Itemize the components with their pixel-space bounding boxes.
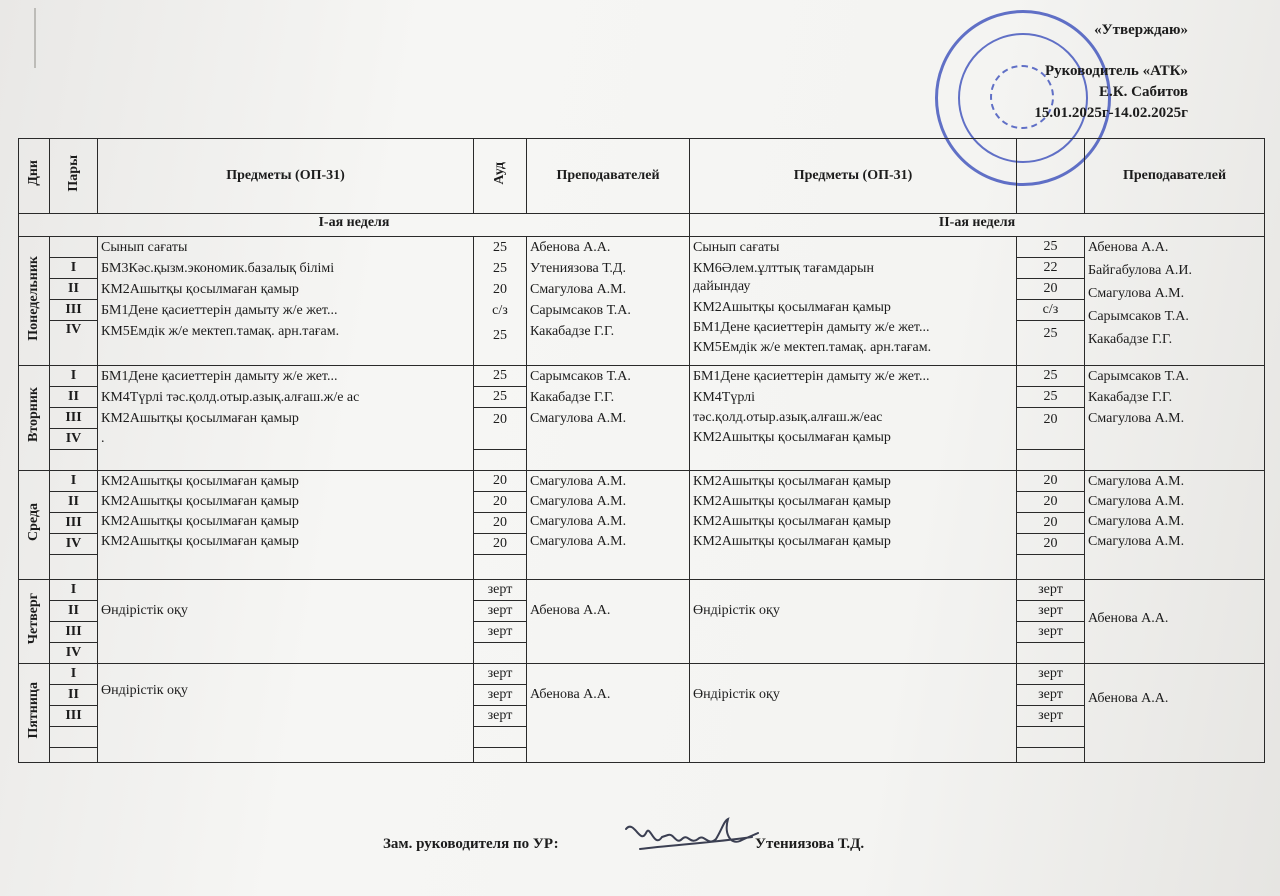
pair-number: III [50,622,98,643]
subject: КМ2Ашытқы қосылмаған қамыр [101,282,299,297]
day-wednesday: Среда [19,471,50,580]
teacher: Абенова А.А. [1088,611,1169,626]
room: с/з [1017,300,1085,321]
room: 20 [1017,408,1085,450]
wednesday-week1-teachers [527,471,690,580]
day-tuesday: Вторник [19,366,50,471]
subject: КМ2Ашытқы қосылмаған қамыр [693,534,891,549]
pair-number: III [50,513,98,534]
week-2-label: II-ая неделя [690,214,1265,237]
subject: КМ2Ашытқы қосылмаған қамыр [101,411,299,426]
tuesday-week1-teachers [527,366,690,471]
teacher: Абенова А.А. [1088,240,1169,255]
room: 25 [474,366,527,387]
pair-number: I [50,471,98,492]
teacher: Смагулова А.М. [1088,514,1185,529]
room: зерт [474,622,527,643]
teacher: Какабадзе Г.Г. [1088,390,1173,405]
pair-number [50,237,98,258]
week-1-label: I-ая неделя [19,214,690,237]
pair-number: II [50,492,98,513]
teacher: Смагулова А.М. [530,282,627,297]
subject: тәс.қолд.отыр.азық.алғаш.ж/еас [693,410,883,425]
approval-name: Е.К. Сабитов [1098,84,1188,100]
subject: БМ1Дене қасиеттерін дамыту ж/е жет... [101,369,338,384]
subject: БМ1Дене қасиеттерін дамыту ж/е жет... [101,303,338,318]
subject: КМ2Ашытқы қосылмаған қамыр [101,474,299,489]
week-header-row [19,214,1265,237]
subject: КМ2Ашытқы қосылмаған қамыр [693,430,891,445]
room-empty [1017,643,1085,664]
room: 25 [1017,366,1085,387]
teacher: Смагулова А.М. [1088,474,1185,489]
wednesday-week2-teachers [1085,471,1265,580]
room: зерт [1017,580,1085,601]
wednesday-row-1 [19,471,1265,492]
thursday-week2-teacher [1085,580,1265,664]
subject: КМ2Ашытқы қосылмаған қамыр [101,534,299,549]
pair-number-empty [50,555,98,580]
teacher: Абенова А.А. [530,603,611,618]
subject: БМ3Кәс.қызм.экономик.базалық білімі [101,261,335,276]
room: 20 [474,408,527,450]
pair-number-empty [50,450,98,471]
room-empty [474,450,527,471]
room-empty [1017,555,1085,580]
monday-week2-teachers [1085,237,1265,366]
pair-number: II [50,685,98,706]
room: зерт [474,601,527,622]
room: 20 [1017,513,1085,534]
room: зерт [1017,622,1085,643]
room: зерт [474,664,527,685]
subject: КМ4Түрлі тәс.қолд.отыр.азық.алғаш.ж/е ас [101,390,360,405]
footer-label: Зам. руководителя по УР: [383,836,559,852]
pair-number: I [50,664,98,685]
teacher: Сарымсаков Т.А. [1088,309,1189,324]
footer-name: Утениязова Т.Д. [755,836,865,852]
friday-week2-subject [690,664,1017,763]
pair-number: II [50,601,98,622]
schedule-table [18,138,1265,763]
subject: БМ1Дене қасиеттерін дамыту ж/е жет... [693,320,930,335]
pair-number: III [50,300,98,321]
subject: Өндірістік оқу [101,683,188,698]
room-empty [474,555,527,580]
room-empty [1017,450,1085,471]
subject: БМ1Дене қасиеттерін дамыту ж/е жет... [693,369,930,384]
friday-week2-teacher [1085,664,1265,763]
subject: Өндірістік оқу [693,603,780,618]
pair-number: III [50,408,98,429]
monday-row-1 [19,237,1265,258]
teacher: Смагулова А.М. [1088,286,1185,301]
teacher: Смагулова А.М. [530,534,627,549]
header-teachers-week1: Преподавателей [527,139,690,214]
teacher: Какабадзе Г.Г. [530,324,615,339]
wednesday-week2-subjects [690,471,1017,580]
monday-week1-teachers [527,237,690,366]
subject: Сынып сағаты [101,240,188,255]
subject: Өндірістік оқу [101,603,188,618]
pair-number: IV [50,321,98,366]
tuesday-week1-subjects [98,366,474,471]
thursday-row-1 [19,580,1265,601]
teacher: Смагулова А.М. [1088,411,1185,426]
teacher: Смагулова А.М. [530,494,627,509]
friday-row-1 [19,664,1265,685]
pair-number: IV [50,643,98,664]
pair-number: IV [50,534,98,555]
teacher: Смагулова А.М. [1088,494,1185,509]
room: 20 [1017,471,1085,492]
teacher: Сарымсаков Т.А. [530,303,631,318]
room-empty [474,643,527,664]
room: зерт [1017,706,1085,727]
footer-signature-line [383,836,865,853]
tuesday-week2-subjects [690,366,1017,471]
subject: КМ5Емдік ж/е мектеп.тамақ. арн.тағам. [101,324,340,339]
room: зерт [1017,664,1085,685]
tuesday-row-1 [19,366,1265,387]
room: 20 [474,471,527,492]
page-fold-mark [34,8,36,68]
room: 20 [1017,492,1085,513]
room-empty [1017,748,1085,763]
teacher: Байгабулова А.И. [1088,263,1193,278]
room: с/з [492,303,508,318]
room: зерт [1017,601,1085,622]
day-friday: Пятница [19,664,50,763]
header-teachers-week2: Преподавателей [1085,139,1265,214]
pair-number: I [50,366,98,387]
room: 20 [474,492,527,513]
pair-number: IV [50,429,98,450]
subject: Өндірістік оқу [693,687,780,702]
tuesday-week2-teachers [1085,366,1265,471]
thursday-week2-subject [690,580,1017,664]
teacher: Какабадзе Г.Г. [1088,332,1173,347]
room: 20 [493,282,507,297]
teacher: Сарымсаков Т.А. [1088,369,1189,384]
room-empty [474,748,527,763]
teacher: Абенова А.А. [1088,691,1169,706]
pair-number: I [50,258,98,279]
day-monday: Понедельник [19,237,50,366]
teacher: Смагулова А.М. [530,474,627,489]
room: 20 [474,513,527,534]
room: 22 [1017,258,1085,279]
pair-number-empty [50,748,98,763]
header-room-week1: Ауд [474,139,527,214]
header-pair: Пары [50,139,98,214]
friday-week1-teacher [527,664,690,763]
subject: КМ2Ашытқы қосылмаған қамыр [693,474,891,489]
room: зерт [474,580,527,601]
approval-position: Руководитель «АТК» [1044,63,1188,79]
day-thursday: Четверг [19,580,50,664]
header-room-week2 [1017,139,1085,214]
room: 20 [1017,534,1085,555]
room: 25 [1017,387,1085,408]
friday-week1-subject [98,664,474,763]
monday-week2-subjects [690,237,1017,366]
wednesday-week1-subjects [98,471,474,580]
subject: Сынып сағаты [693,240,780,255]
header-day: Дни [19,139,50,214]
room: 25 [493,261,507,276]
room: 25 [493,240,507,255]
header-subjects-week2: Предметы (ОП-31) [690,139,1017,214]
subject: КМ4Түрлі [693,390,756,405]
subject: КМ2Ашытқы қосылмаған қамыр [101,514,299,529]
room: 25 [474,387,527,408]
teacher: Утениязова Т.Д. [530,261,626,276]
room: 20 [474,534,527,555]
header-subjects-week1: Предметы (ОП-31) [98,139,474,214]
teacher: Абенова А.А. [530,687,611,702]
subject: КМ2Ашытқы қосылмаған қамыр [693,494,891,509]
room: зерт [1017,685,1085,706]
pair-number: III [50,706,98,727]
room: 25 [1017,321,1085,366]
pair-number: I [50,580,98,601]
subject: КМ2Ашытқы қосылмаған қамыр [693,514,891,529]
approval-title: «Утверждаю» [1094,22,1188,38]
pair-number: II [50,387,98,408]
monday-week1-subjects [98,237,474,366]
header-row [19,139,1265,214]
subject: КМ5Емдік ж/е мектеп.тамақ. арн.тағам. [693,340,932,355]
handwritten-signature [620,815,760,861]
room: зерт [474,706,527,727]
teacher: Сарымсаков Т.А. [530,369,631,384]
room-empty [474,727,527,748]
thursday-week1-subject [98,580,474,664]
room: 25 [1017,237,1085,258]
monday-week1-rooms [474,237,527,366]
teacher: Смагулова А.М. [1088,534,1185,549]
approval-block [1034,20,1188,124]
teacher: Какабадзе Г.Г. [530,390,615,405]
room-empty [1017,727,1085,748]
teacher: Абенова А.А. [530,240,611,255]
subject: КМ6Әлем.ұлттық тағамдарын [693,261,874,276]
teacher: Смагулова А.М. [530,411,627,426]
thursday-week1-teacher [527,580,690,664]
teacher: Смагулова А.М. [530,514,627,529]
subject: дайындау [693,279,751,294]
subject: КМ2Ашытқы қосылмаған қамыр [101,494,299,509]
room: зерт [474,685,527,706]
approval-dates: 15.01.2025г-14.02.2025г [1034,105,1188,121]
room: 20 [1017,279,1085,300]
pair-number-empty [50,727,98,748]
pair-number: II [50,279,98,300]
subject: КМ2Ашытқы қосылмаған қамыр [693,300,891,315]
subject: . [101,431,105,446]
room: 25 [493,328,507,343]
